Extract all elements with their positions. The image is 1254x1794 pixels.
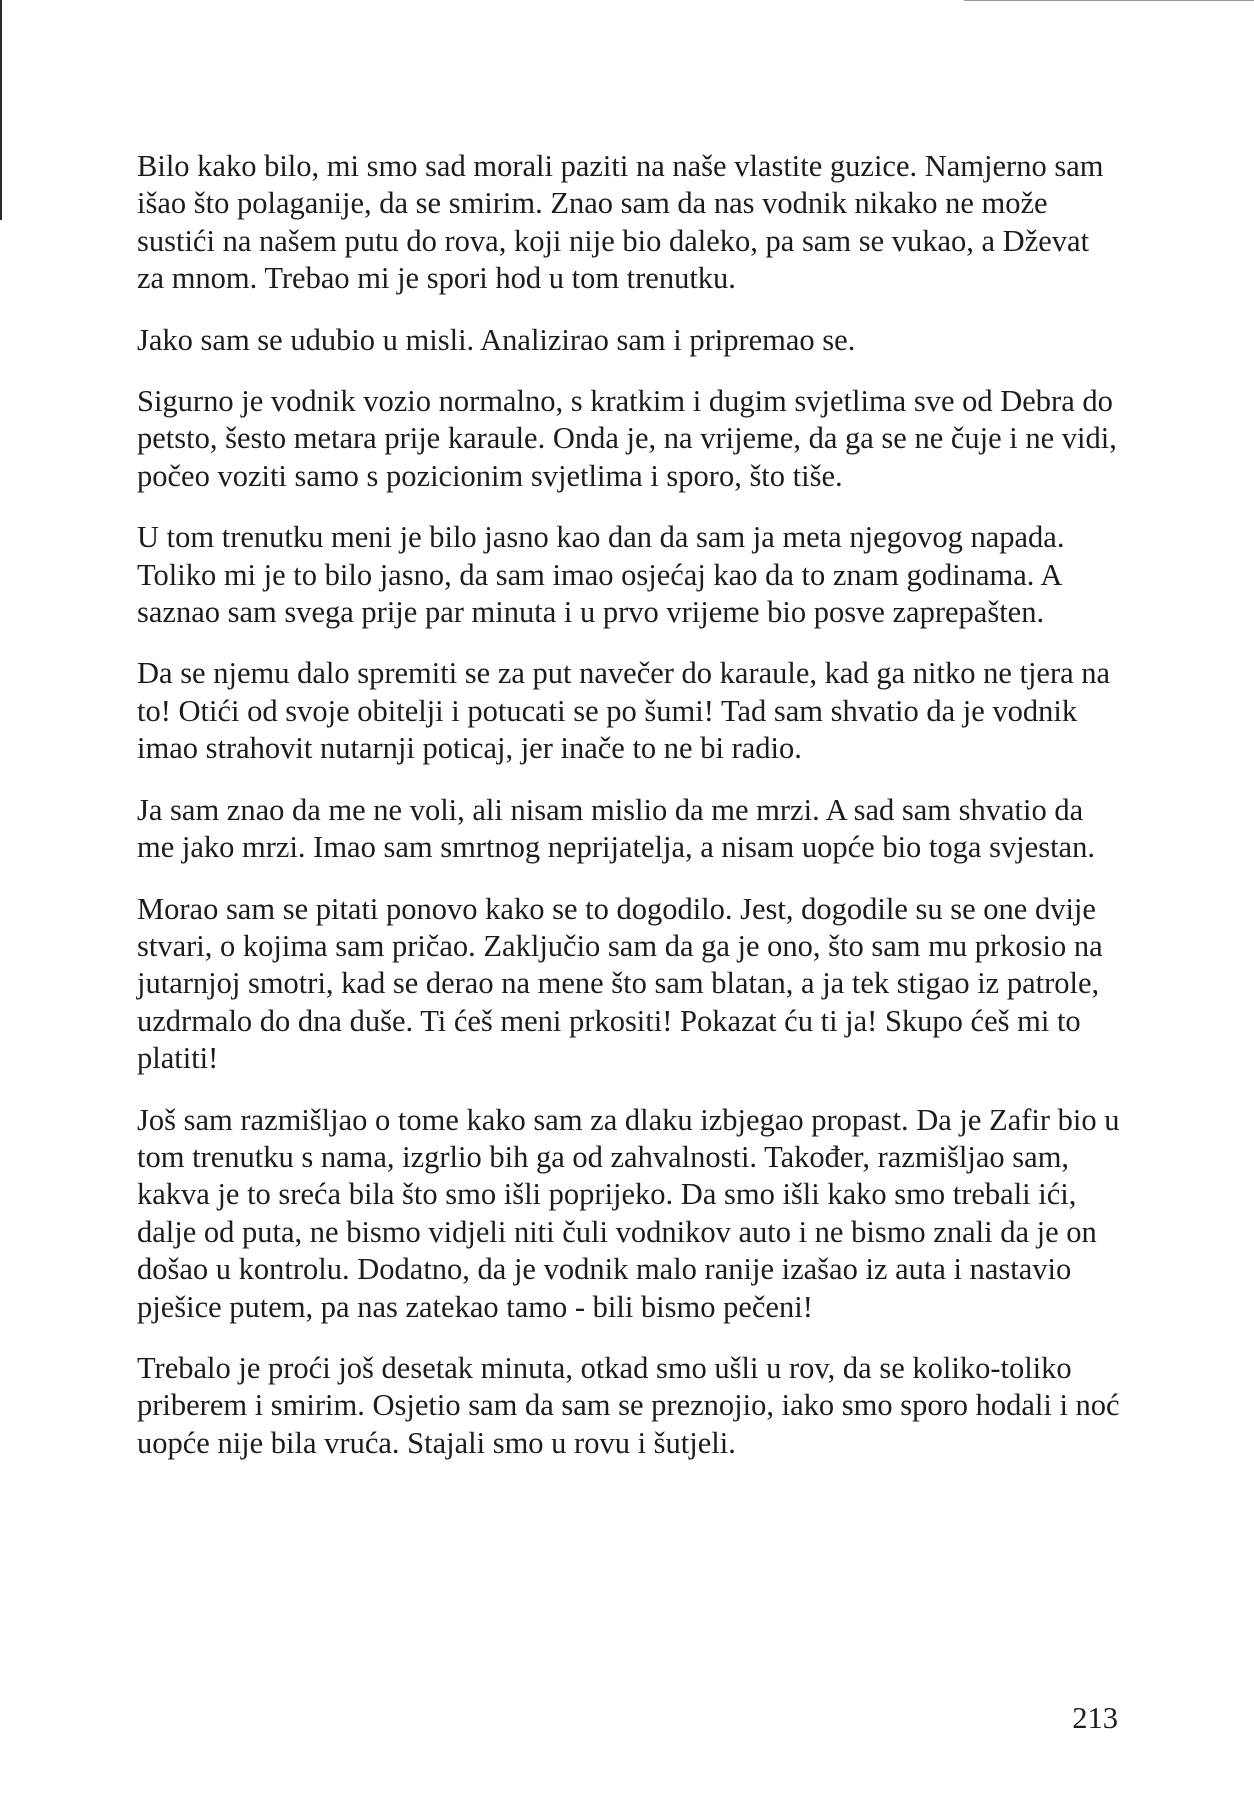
paragraph-9: Trebalo je proći još desetak minuta, otkad smo ušli u rov, da se koliko-toliko priberem i smirim. Osjetio sam da sam se preznojio, iako smo sporo hodali i noć uopće nije bila vruća. Stajali smo u rovu i šutjeli. [137,1350,1120,1460]
scan-edge-top [964,0,1254,1]
paragraph-8: Još sam razmišljao o tome kako sam za dlaku izbjegao propast. Da je Zafir bio u tom trenutku s nama, izgrlio bih ga od zahvalnosti. Također, razmišljao sam, kakva je to sreća bila što smo išli poprijeko. Da smo išli kako smo trebali ići, dalje od puta, ne bismo vidjeli niti čuli vodnikov auto i ne bismo znali da je on došao u kontrolu. Dodatno, da je vodnik malo ranije izašao iz auta i nastavio pješice putem, pa nas zatekao tamo - bili bismo pečeni! [137,1102,1120,1324]
page-number: 213 [1072,1701,1118,1735]
paragraph-7: Morao sam se pitati ponovo kako se to dogodilo. Jest, dogodile su se one dvije stvari, o kojima sam pričao. Zaključio sam da ga je ono, što sam mu prkosio na jutarnjoj smotri, kad se derao na mene što sam blatan, a ja tek stigao iz patrole, uzdrmalo do dna duše. Ti ćeš meni prkositi! Pokazat ću ti ja! Skupo ćeš mi to platiti! [137,891,1103,1076]
paragraph-4: U tom trenutku meni je bilo jasno kao dan da sam ja meta njegovog napada. Toliko mi je to bilo jasno, da sam imao osjećaj kao da to znam godinama. A saznao sam svega prije par minuta i u prvo vrijeme bio posve zaprepašten. [137,520,1065,630]
paragraph-5: Da se njemu dalo spremiti se za put navečer do karaule, kad ga nitko ne tjera na to! Otići od svoje obitelji i potucati se po šumi! Tad sam shvatio da je vodnik imao strahovit nutarnji poticaj, jer inače to ne bi radio. [137,656,1111,766]
scan-edge-left [0,0,2,220]
paragraph-1: Bilo kako bilo, mi smo sad morali paziti na naše vlastite guzice. Namjerno sam išao što polaganije, da se smirim. Znao sam da nas vodnik nikako ne može sustići na našem putu do rova, koji nije bio daleko, pa sam se vukao, a Dževat za mnom. Trebao mi je spori hod u tom trenutku. [137,149,1104,296]
paragraph-6: Ja sam znao da me ne voli, ali nisam mislio da me mrzi. A sad sam shvatio da me jako mrzi. Imao sam smrtnog neprijatelja, a nisam uopće bio toga svjestan. [137,792,1095,865]
paragraph-2: Jako sam se udubio u misli. Analizirao sam i pripremao se. [137,322,856,357]
paragraph-3: Sigurno je vodnik vozio normalno, s kratkim i dugim svjetlima sve od Debra do petsto, šesto metara prije karaule. Onda je, na vrijeme, da ga se ne čuje i ne vidi, počeo voziti samo s pozicionim svjetlima i sporo, što tiše. [137,384,1117,493]
page-body [137,148,1120,1486]
